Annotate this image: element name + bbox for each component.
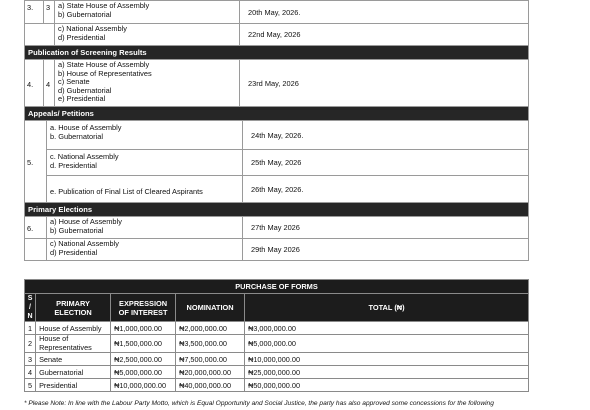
footnote: * Please Note: In line with the Labour Party Motto, which is Equal Opportunity and Social Justice, the party has also approved some concessions for the following bbox=[24, 400, 494, 407]
date-cell: 25th May, 2026 bbox=[251, 158, 302, 167]
category-list bbox=[47, 121, 243, 149]
serial-number: 6. bbox=[25, 217, 47, 238]
sn-cell: 1 bbox=[25, 322, 36, 335]
list-item: b) Gubernatorial bbox=[50, 225, 104, 235]
election-cell: Senate bbox=[36, 353, 111, 366]
election-cell: House of Representatives bbox=[36, 335, 111, 353]
table-row bbox=[25, 59, 528, 106]
list-item: c) National Assembly bbox=[58, 24, 128, 33]
category-list bbox=[47, 150, 243, 175]
serial-number: 5. bbox=[25, 121, 47, 202]
election-cell: House of Assembly bbox=[36, 322, 111, 335]
table-row bbox=[25, 322, 529, 335]
list-item: b) Gubernatorial bbox=[58, 9, 112, 19]
serial-number: 4. bbox=[25, 60, 44, 106]
total-cell: ₦25,000,000.00 bbox=[245, 366, 529, 379]
date-cell: 20th May, 2026. bbox=[248, 7, 301, 17]
nomination-cell: ₦20,000,000.00 bbox=[176, 366, 245, 379]
list-item: d) Presidential bbox=[50, 247, 98, 257]
list-item: a) State House of Assembly bbox=[58, 60, 150, 69]
serial-number: 3. bbox=[25, 1, 44, 23]
date-cell: 26th May, 2026. bbox=[251, 184, 304, 194]
list-item: c) Senate bbox=[58, 77, 90, 87]
list-item: d) Presidential bbox=[58, 32, 106, 42]
nomination-cell: ₦2,000,000.00 bbox=[176, 322, 245, 335]
table-row bbox=[25, 120, 528, 202]
list-item: c) National Assembly bbox=[50, 239, 120, 248]
list-item: b) House of Representatives bbox=[58, 68, 152, 78]
serial-number: 3 bbox=[44, 1, 55, 23]
total-cell: ₦5,000,000.00 bbox=[245, 335, 529, 353]
column-header-nomination: NOMINATION bbox=[176, 294, 245, 322]
category-list bbox=[47, 176, 243, 202]
total-cell: ₦50,000,000.00 bbox=[245, 379, 529, 392]
nomination-cell: ₦7,500,000.00 bbox=[176, 353, 245, 366]
column-header-primary-election: PRIMARY ELECTION bbox=[36, 294, 111, 322]
sn-cell: 3 bbox=[25, 353, 36, 366]
section-heading: Publication of Screening Results bbox=[25, 45, 528, 59]
table-row bbox=[25, 1, 528, 23]
election-cell: Presidential bbox=[36, 379, 111, 392]
list-item: d) Gubernatorial bbox=[58, 85, 112, 95]
date-cell: 27th May 2026 bbox=[251, 223, 300, 232]
date-cell: 23rd May, 2026 bbox=[248, 78, 299, 88]
category-list bbox=[55, 1, 240, 23]
purchase-of-forms-table bbox=[24, 279, 529, 392]
eoi-cell: ₦1,500,000.00 bbox=[111, 335, 176, 353]
list-item: e. Publication of Final List of Cleared Aspirants bbox=[50, 186, 203, 196]
date-cell: 29th May 2026 bbox=[251, 245, 300, 254]
nomination-cell: ₦3,500,000.00 bbox=[176, 335, 245, 353]
eoi-cell: ₦10,000,000.00 bbox=[111, 379, 176, 392]
category-list bbox=[55, 60, 240, 106]
table-row bbox=[25, 379, 529, 392]
date-cell: 24th May, 2026. bbox=[251, 130, 304, 140]
serial-number: 4 bbox=[44, 60, 55, 106]
list-item: a) State House of Assembly bbox=[58, 1, 150, 10]
eoi-cell: ₦5,000,000.00 bbox=[111, 366, 176, 379]
table-row bbox=[25, 216, 528, 238]
sn-cell: 4 bbox=[25, 366, 36, 379]
category-list bbox=[47, 217, 243, 238]
category-list bbox=[55, 24, 240, 45]
list-item: e) Presidential bbox=[58, 94, 106, 104]
table-row bbox=[25, 353, 529, 366]
table-title: PURCHASE OF FORMS bbox=[25, 280, 529, 294]
section-heading: Appeals/ Petitions bbox=[25, 106, 528, 120]
category-list bbox=[47, 239, 243, 260]
nomination-cell: ₦40,000,000.00 bbox=[176, 379, 245, 392]
list-item: d. Presidential bbox=[50, 160, 97, 170]
table-row bbox=[25, 238, 528, 260]
sn-cell: 5 bbox=[25, 379, 36, 392]
sn-cell: 2 bbox=[25, 335, 36, 353]
timetable-table bbox=[24, 0, 529, 261]
eoi-cell: ₦1,000,000.00 bbox=[111, 322, 176, 335]
table-row bbox=[25, 335, 529, 353]
column-header-total: TOTAL (₦) bbox=[245, 294, 529, 322]
list-item: a) House of Assembly bbox=[50, 217, 122, 226]
eoi-cell: ₦2,500,000.00 bbox=[111, 353, 176, 366]
column-header-sn: S / N bbox=[25, 294, 36, 322]
column-header-expression-of-interest: EXPRESSION OF INTEREST bbox=[111, 294, 176, 322]
total-cell: ₦3,000,000.00 bbox=[245, 322, 529, 335]
table-row bbox=[25, 366, 529, 379]
list-item: a. House of Assembly bbox=[50, 123, 122, 132]
total-cell: ₦10,000,000.00 bbox=[245, 353, 529, 366]
list-item: c. National Assembly bbox=[50, 152, 119, 161]
list-item: b. Gubernatorial bbox=[50, 131, 103, 141]
date-cell: 22nd May, 2026 bbox=[248, 30, 301, 39]
section-heading: Primary Elections bbox=[25, 202, 528, 216]
election-cell: Gubernatorial bbox=[36, 366, 111, 379]
table-row bbox=[25, 23, 528, 45]
